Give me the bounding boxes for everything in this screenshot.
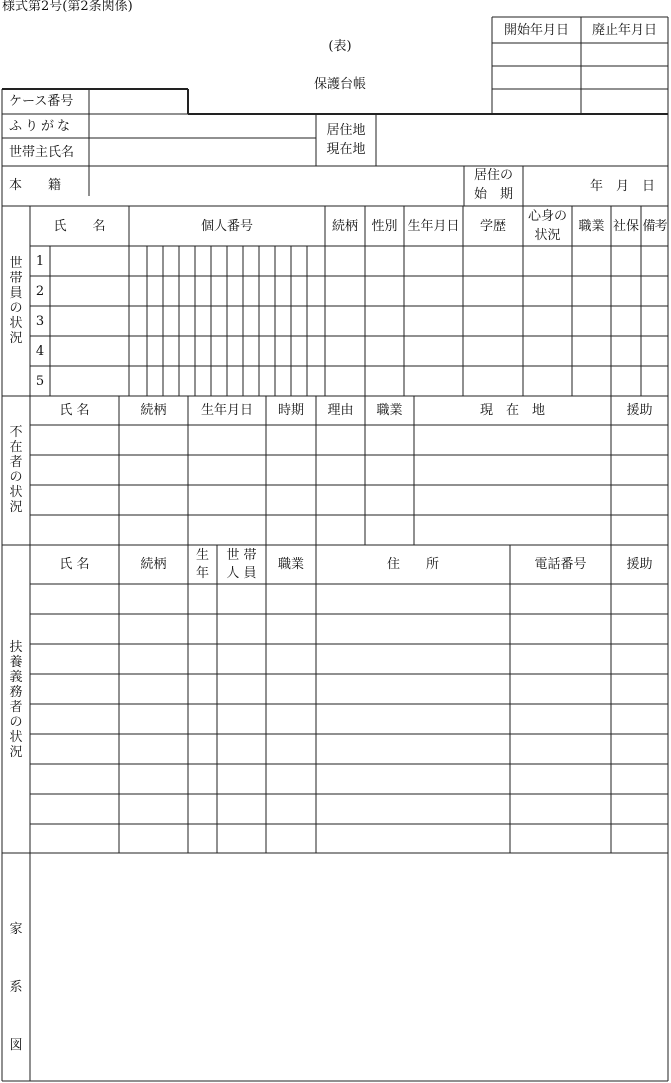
- support-col-household-2: 人 員: [226, 566, 257, 581]
- row-number: 2: [35, 284, 45, 299]
- form-number: 様式第2号(第2条関係): [2, 0, 133, 14]
- col-mind-body-2: 状況: [534, 228, 561, 243]
- absent-col-occupation: 職業: [376, 403, 403, 418]
- support-col-phone: 電話番号: [534, 557, 587, 572]
- col-relation: 続柄: [331, 219, 358, 234]
- col-remarks: 備考: [642, 219, 667, 234]
- row-number: 4: [35, 344, 45, 359]
- furigana-label: ふりがな: [9, 119, 74, 134]
- support-col-relation: 続柄: [140, 557, 167, 572]
- absent-col-location: 現 在 地: [479, 403, 545, 418]
- col-education: 学歴: [479, 219, 506, 234]
- row-number: 3: [35, 314, 45, 329]
- support-col-sex-1: 生: [195, 548, 209, 563]
- date-placeholder: 年 月 日: [590, 179, 656, 194]
- support-col-occupation: 職業: [277, 557, 304, 572]
- side-label: (表): [328, 39, 352, 54]
- support-col-aid: 援助: [626, 557, 653, 572]
- absent-col-birthdate: 生年月日: [200, 403, 253, 418]
- household-section-label: 世帯員の状況: [9, 256, 23, 346]
- col-name: 氏 名: [53, 219, 106, 234]
- col-personal-number: 個人番号: [200, 219, 253, 234]
- end-date-label: 廃止年月日: [591, 23, 657, 38]
- col-birthdate: 生年月日: [407, 219, 460, 234]
- absent-col-aid: 援助: [626, 403, 653, 418]
- support-col-household-1: 世 帯: [226, 548, 257, 563]
- support-col-sex-2: 年: [195, 566, 209, 581]
- row-number: 5: [35, 374, 45, 389]
- form-title: 保護台帳: [313, 77, 366, 92]
- absent-col-reason: 理由: [327, 403, 354, 418]
- family-tree-label: 家系図: [9, 922, 23, 1053]
- support-col-address: 住 所: [386, 557, 439, 572]
- absent-col-name: 氏 名: [59, 403, 90, 418]
- absent-col-period: 時期: [277, 403, 304, 418]
- absent-col-relation: 続柄: [140, 403, 167, 418]
- support-col-name: 氏 名: [59, 557, 90, 572]
- domicile-label: 本 籍: [9, 178, 62, 193]
- start-date-label: 開始年月日: [503, 23, 569, 38]
- col-occupation: 職業: [578, 219, 605, 234]
- head-name-label: 世帯主氏名: [9, 145, 75, 160]
- case-number-label: ケース番号: [9, 94, 74, 109]
- support-section-label: 扶養義務者の状況: [9, 640, 23, 760]
- row-number: 1: [35, 254, 45, 269]
- col-mind-body-1: 心身の: [527, 209, 567, 224]
- col-sex: 性別: [371, 219, 398, 234]
- residence-start-label-2: 始 期: [473, 187, 513, 202]
- residence-start-label-1: 居住の: [473, 168, 513, 183]
- residence-label-1: 居住地: [326, 123, 366, 138]
- col-social-insurance: 社保: [612, 219, 639, 234]
- residence-label-2: 現在地: [326, 142, 366, 157]
- absent-section-label: 不在者の状況: [9, 425, 23, 515]
